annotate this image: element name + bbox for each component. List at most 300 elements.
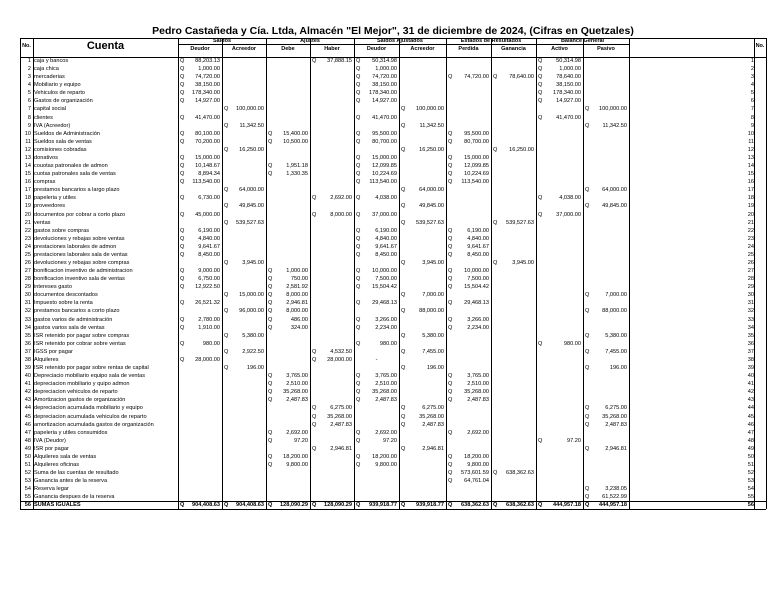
amount-cell [536,89,583,97]
amount-cell [536,81,583,89]
amount-value: 12,922.50 [195,284,220,291]
currency-symbol: Q [585,421,590,428]
amount-cell [266,130,310,138]
header-sub: Deudor [366,45,387,52]
amount-cell [399,186,446,194]
amount-value: 3,238.05 [605,486,627,493]
amount-cell [354,227,399,235]
amount-cell [310,194,354,202]
amount-value: 2,487.83 [422,421,444,428]
amount-cell [310,348,354,356]
amount-cell [354,73,399,81]
account-name: Mobiliario y equipo [34,82,81,89]
amount-value: 28,000.00 [327,356,352,363]
currency-symbol: Q [448,381,453,388]
amount-cell [178,340,222,348]
account-name: proveedores [34,203,66,210]
amount-value: 37,888.15 [327,58,352,64]
currency-symbol: Q [180,114,185,121]
currency-symbol: Q [585,203,590,210]
amount-cell [446,73,491,81]
currency-symbol: Q [268,276,273,283]
amount-cell [266,324,310,332]
currency-symbol: Q [180,90,185,97]
currency-symbol: Q [448,163,453,170]
amount-cell [178,154,222,162]
amount-value: 50,314.98 [556,58,581,64]
row-number-right: 53 [747,478,754,485]
amount-cell [446,243,491,251]
amount-value: 2,234.00 [375,324,397,331]
amount-cell [178,356,222,364]
currency-symbol: Q [268,381,273,388]
amount-cell [310,356,354,364]
currency-symbol: Q [356,74,361,81]
currency-symbol: Q [180,130,185,137]
row-number: 11 [25,138,31,145]
amount-value: 45,000.00 [195,211,220,218]
amount-cell [399,421,446,429]
currency-symbol: Q [585,308,590,315]
amount-cell [491,146,536,154]
amount-cell [583,332,629,340]
amount-value: 2,487.83 [286,397,308,404]
row-number: 42 [24,389,31,396]
currency-symbol: Q [448,397,453,404]
row-number: 54 [24,486,31,493]
amount-value: 41,470.00 [372,114,397,121]
currency-symbol: Q [401,445,406,452]
amount-value: 50,314.98 [372,58,397,64]
currency-symbol: Q [538,437,543,444]
row-number-right: 34 [747,324,754,331]
amount-cell [178,194,222,202]
currency-symbol: Q [585,502,590,509]
currency-symbol: Q [448,179,453,186]
amount-cell [536,73,583,81]
amount-value: 15,000.00 [464,154,489,161]
currency-symbol: Q [401,219,406,226]
currency-symbol: Q [401,106,406,113]
row-number: 37 [24,348,31,355]
account-name: caja y bancos [34,58,69,64]
row-number-right: 45 [747,413,754,420]
amount-value: 638,362.63 [506,470,534,477]
account-name: depreciacion acumulada mobiliario y equipo [34,405,143,412]
amount-cell [266,307,310,315]
currency-symbol: Q [585,187,590,194]
currency-symbol: Q [356,381,361,388]
amount-cell [399,364,446,372]
currency-symbol: Q [180,276,185,283]
row-number-right: 28 [747,276,754,283]
currency-symbol: Q [268,292,273,299]
account-name: ISR retenido por cobrar sobre ventas [34,340,126,347]
amount-cell [178,65,222,73]
account-name: bonificacion inventivo sala de ventas [34,276,125,283]
header-group: Balance General [560,38,605,44]
amount-value: 16,250.00 [239,146,264,153]
row-number: 46 [24,421,31,428]
amount-value: 2,692.00 [467,429,489,436]
row-number-right: 35 [747,332,754,339]
amount-value: 539,527.63 [506,219,534,226]
row-number: 20 [24,211,31,218]
header-group: Estados de Resultados [460,38,522,44]
currency-symbol: Q [356,437,361,444]
currency-symbol: Q [268,373,273,380]
amount-cell [399,122,446,130]
account-name: ISR por pagar [34,445,69,452]
currency-symbol: Q [180,66,185,73]
currency-symbol: Q [180,268,185,275]
amount-cell [446,267,491,275]
amount-cell [399,202,446,210]
amount-cell [222,105,266,113]
amount-value: 3,266.00 [375,316,397,323]
currency-symbol: Q [538,74,543,81]
currency-symbol: Q [312,421,317,428]
currency-symbol: Q [224,348,229,355]
amount-cell [536,501,583,509]
currency-symbol: Q [180,356,185,363]
row-number-right: 24 [747,243,754,250]
currency-symbol: Q [401,502,406,509]
amount-cell [399,146,446,154]
row-number: 14 [24,163,31,170]
amount-cell [583,186,629,194]
amount-value: 9,800.00 [467,462,489,468]
currency-symbol: Q [356,276,361,283]
amount-cell [266,396,310,404]
row-number-right: 42 [747,389,754,396]
amount-value: 35,268.00 [327,413,352,420]
currency-symbol: Q [268,453,273,460]
amount-value: 2,692.00 [286,429,308,436]
amount-value: 95,500.00 [372,130,397,137]
currency-symbol: Q [585,365,590,372]
amount-cell [354,275,399,283]
row-number: 33 [24,316,31,323]
account-name: devoluciones y rebajas sobre compras [34,260,130,266]
currency-symbol: Q [448,502,453,509]
amount-cell [222,332,266,340]
amount-cell [178,211,222,219]
amount-cell [178,97,222,105]
header-sub: Activo [551,45,568,52]
amount-value: 88,000.00 [419,308,444,315]
currency-symbol: Q [268,389,273,396]
row-number: 47 [24,429,31,436]
header-group: Saldos Ajustados [377,38,423,44]
row-number-right: 7 [750,106,754,113]
currency-symbol: Q [356,195,361,202]
amount-value: 573,601.59 [461,470,489,477]
currency-symbol: Q [312,348,317,355]
amount-value: 8,450.00 [467,251,489,258]
amount-value: 11,342.50 [419,122,444,129]
amount-value: 18,200.00 [464,453,489,460]
amount-value: 4,840.00 [198,235,220,242]
amount-cell [266,461,310,469]
currency-symbol: Q [180,179,185,186]
amount-cell [354,170,399,178]
amount-value: 113,540.00 [192,179,220,186]
amount-value: 8,450.00 [198,251,220,258]
currency-symbol: Q [356,340,361,347]
amount-cell [399,219,446,227]
currency-symbol: Q [180,74,185,81]
currency-symbol: Q [356,373,361,380]
currency-symbol: Q [180,284,185,291]
currency-symbol: Q [224,365,229,372]
row-number-right: 52 [747,470,754,477]
currency-symbol: Q [401,348,406,355]
currency-symbol: Q [356,462,361,468]
amount-cell [354,97,399,105]
amount-value: 2,946.81 [330,445,352,452]
amount-value: 638,362.63 [506,502,534,509]
account-name: amortizacion acumulada gastos de organización [34,421,154,428]
amount-value: 7,500.00 [375,276,397,283]
amount-value: 100,000.00 [416,106,444,113]
amount-value: 10,500.00 [283,138,308,145]
row-number-right: 32 [747,308,754,315]
amount-cell [354,380,399,388]
amount-cell [266,380,310,388]
amount-value: 35,268.00 [419,413,444,420]
amount-value: 7,455.00 [605,348,627,355]
amount-value: 37,000.00 [556,211,581,218]
amount-cell [178,243,222,251]
amount-value: 1,000.00 [559,66,581,73]
currency-symbol: Q [401,405,406,412]
row-number: 13 [24,154,31,161]
row-number-right: 36 [747,340,754,347]
amount-cell [399,445,446,453]
amount-cell [310,501,354,509]
currency-symbol: Q [356,171,361,178]
currency-symbol: Q [224,502,229,509]
header-sub: Ganancia [501,45,526,52]
amount-cell [446,324,491,332]
amount-cell [446,154,491,162]
currency-symbol: Q [356,179,361,186]
amount-value: 7,455.00 [422,348,444,355]
amount-cell [222,259,266,267]
account-name: Amortizacion gastos de organización [34,397,126,404]
amount-cell [583,291,629,299]
amount-cell [446,130,491,138]
account-name: ISR retenido por pagar sobre compras [34,332,130,339]
amount-value: 8,000.00 [286,308,308,315]
amount-value: 74,720.00 [464,74,489,81]
amount-cell [178,162,222,170]
amount-value: 9,800.00 [286,462,308,468]
currency-symbol: Q [585,486,590,493]
amount-value: 9,641.67 [375,243,397,250]
currency-symbol: Q [585,122,590,129]
amount-value: 15,504.42 [464,284,489,291]
row-number-right: 10 [747,130,754,137]
amount-cell [178,235,222,243]
amount-cell [354,453,399,461]
amount-cell [583,404,629,412]
row-number: 50 [24,453,31,460]
amount-cell [354,316,399,324]
amount-value: 11,342.50 [239,122,264,129]
amount-cell [536,211,583,219]
amount-value: 5,380.00 [422,332,444,339]
account-name: Alquileres sala de ventas [34,453,97,460]
amount-value: 1,000.00 [375,66,397,73]
amount-cell [178,227,222,235]
row-number: 22 [24,227,31,234]
amount-value: 1,910.00 [198,324,220,331]
row-number-right: 56 [747,502,754,509]
currency-symbol: Q [448,324,453,331]
row-number-right: 31 [747,300,754,307]
amount-cell [354,501,399,509]
amount-value: 9,641.67 [198,243,220,250]
currency-symbol: Q [268,284,273,291]
row-number: 27 [24,268,31,275]
amount-cell [446,316,491,324]
account-name: depreciacion vehiculos de reparto [34,389,118,396]
amount-cell [178,501,222,509]
amount-cell [222,202,266,210]
amount-value: 4,532.50 [330,348,352,355]
row-number-right: 46 [747,421,754,428]
currency-symbol: Q [356,235,361,242]
row-number-right: 20 [747,211,754,218]
amount-value: 178,340.00 [553,90,581,97]
currency-symbol: Q [356,163,361,170]
amount-cell [354,243,399,251]
amount-value: 8,000.00 [330,211,352,218]
amount-value: 15,504.42 [372,284,397,291]
amount-value: 6,275.00 [422,405,444,412]
amount-value: 904,408.63 [236,502,264,509]
currency-symbol: Q [180,502,185,509]
row-number: 39 [24,365,31,372]
amount-value: 10,000.00 [464,268,489,275]
row-number: 30 [24,292,31,299]
amount-value: 29,468.13 [464,300,489,307]
currency-symbol: Q [180,171,185,178]
row-number-right: 51 [747,462,754,468]
amount-value: 15,000.00 [239,292,264,299]
amount-cell [178,138,222,146]
account-name: Impuesto sobre la renta [34,300,93,307]
row-number-right: 43 [747,397,754,404]
row-number: 3 [27,74,31,81]
currency-symbol: Q [180,211,185,218]
currency-symbol: Q [180,324,185,331]
amount-value: 14,927.00 [556,98,581,105]
currency-symbol: Q [585,332,590,339]
amount-value: 8,894.34 [198,171,220,178]
currency-symbol: Q [356,58,361,64]
row-number: 2 [27,66,31,73]
currency-symbol: Q [356,324,361,331]
amount-value: 6,190.00 [467,227,489,234]
row-number-right: 55 [747,494,754,501]
amount-value: 4,840.00 [467,235,489,242]
amount-cell [446,396,491,404]
account-name: prestamos bancarios a largo plazo [34,187,120,194]
currency-symbol: Q [224,308,229,315]
account-name: comisiones cobradas [34,146,87,153]
row-number-right: 27 [747,268,754,275]
amount-value: 5,380.00 [242,332,264,339]
row-number: 17 [24,187,31,194]
currency-symbol: Q [268,171,273,178]
currency-symbol: Q [224,187,229,194]
amount-cell [310,445,354,453]
account-name: Ganancia antes de la reserva [34,478,108,485]
account-name: gastos varios de administración [34,316,113,323]
currency-symbol: Q [356,397,361,404]
amount-value: 486.00 [290,316,308,323]
amount-cell [266,429,310,437]
amount-cell [266,453,310,461]
row-number: 34 [24,324,31,331]
amount-value: 64,000.00 [419,187,444,194]
row-number-right: 44 [747,405,754,412]
amount-cell [354,396,399,404]
currency-symbol: Q [448,389,453,396]
amount-value: 15,400.00 [283,130,308,137]
account-name: Suma de las cuentas de resultado [34,470,119,477]
row-number: 5 [27,90,31,97]
amount-cell [583,413,629,421]
row-number-right: 1 [750,58,754,64]
amount-cell [310,413,354,421]
amount-cell [583,485,629,493]
currency-symbol: Q [268,324,273,331]
currency-symbol: Q [268,462,273,468]
row-number-right: 25 [747,251,754,258]
account-name: depreciacion acumulada vehiculos de reparto [34,413,147,420]
amount-value: 2,487.83 [375,397,397,404]
amount-cell [222,307,266,315]
row-number-right: 47 [747,429,754,436]
amount-cell [310,421,354,429]
amount-value: 78,640.00 [556,74,581,81]
currency-symbol: Q [268,130,273,137]
amount-value: 178,340.00 [369,90,397,97]
account-name: IGSS por pagar [34,348,73,355]
amount-value: 15,000.00 [195,154,220,161]
amount-cell [310,211,354,219]
currency-symbol: Q [585,405,590,412]
row-number-right: 15 [747,171,754,178]
currency-symbol: Q [356,66,361,73]
row-number: 53 [24,478,31,485]
amount-value: 14,927.00 [195,98,220,105]
currency-symbol: Q [401,146,406,153]
currency-symbol: Q [268,268,273,275]
amount-value: 7,000.00 [605,292,627,299]
currency-symbol: Q [448,268,453,275]
row-number: 21 [24,219,31,226]
row-number-right: 18 [747,195,754,202]
amount-value: 113,540.00 [461,179,489,186]
amount-cell [399,348,446,356]
header-group: Saldos [212,38,232,44]
amount-cell [354,114,399,122]
